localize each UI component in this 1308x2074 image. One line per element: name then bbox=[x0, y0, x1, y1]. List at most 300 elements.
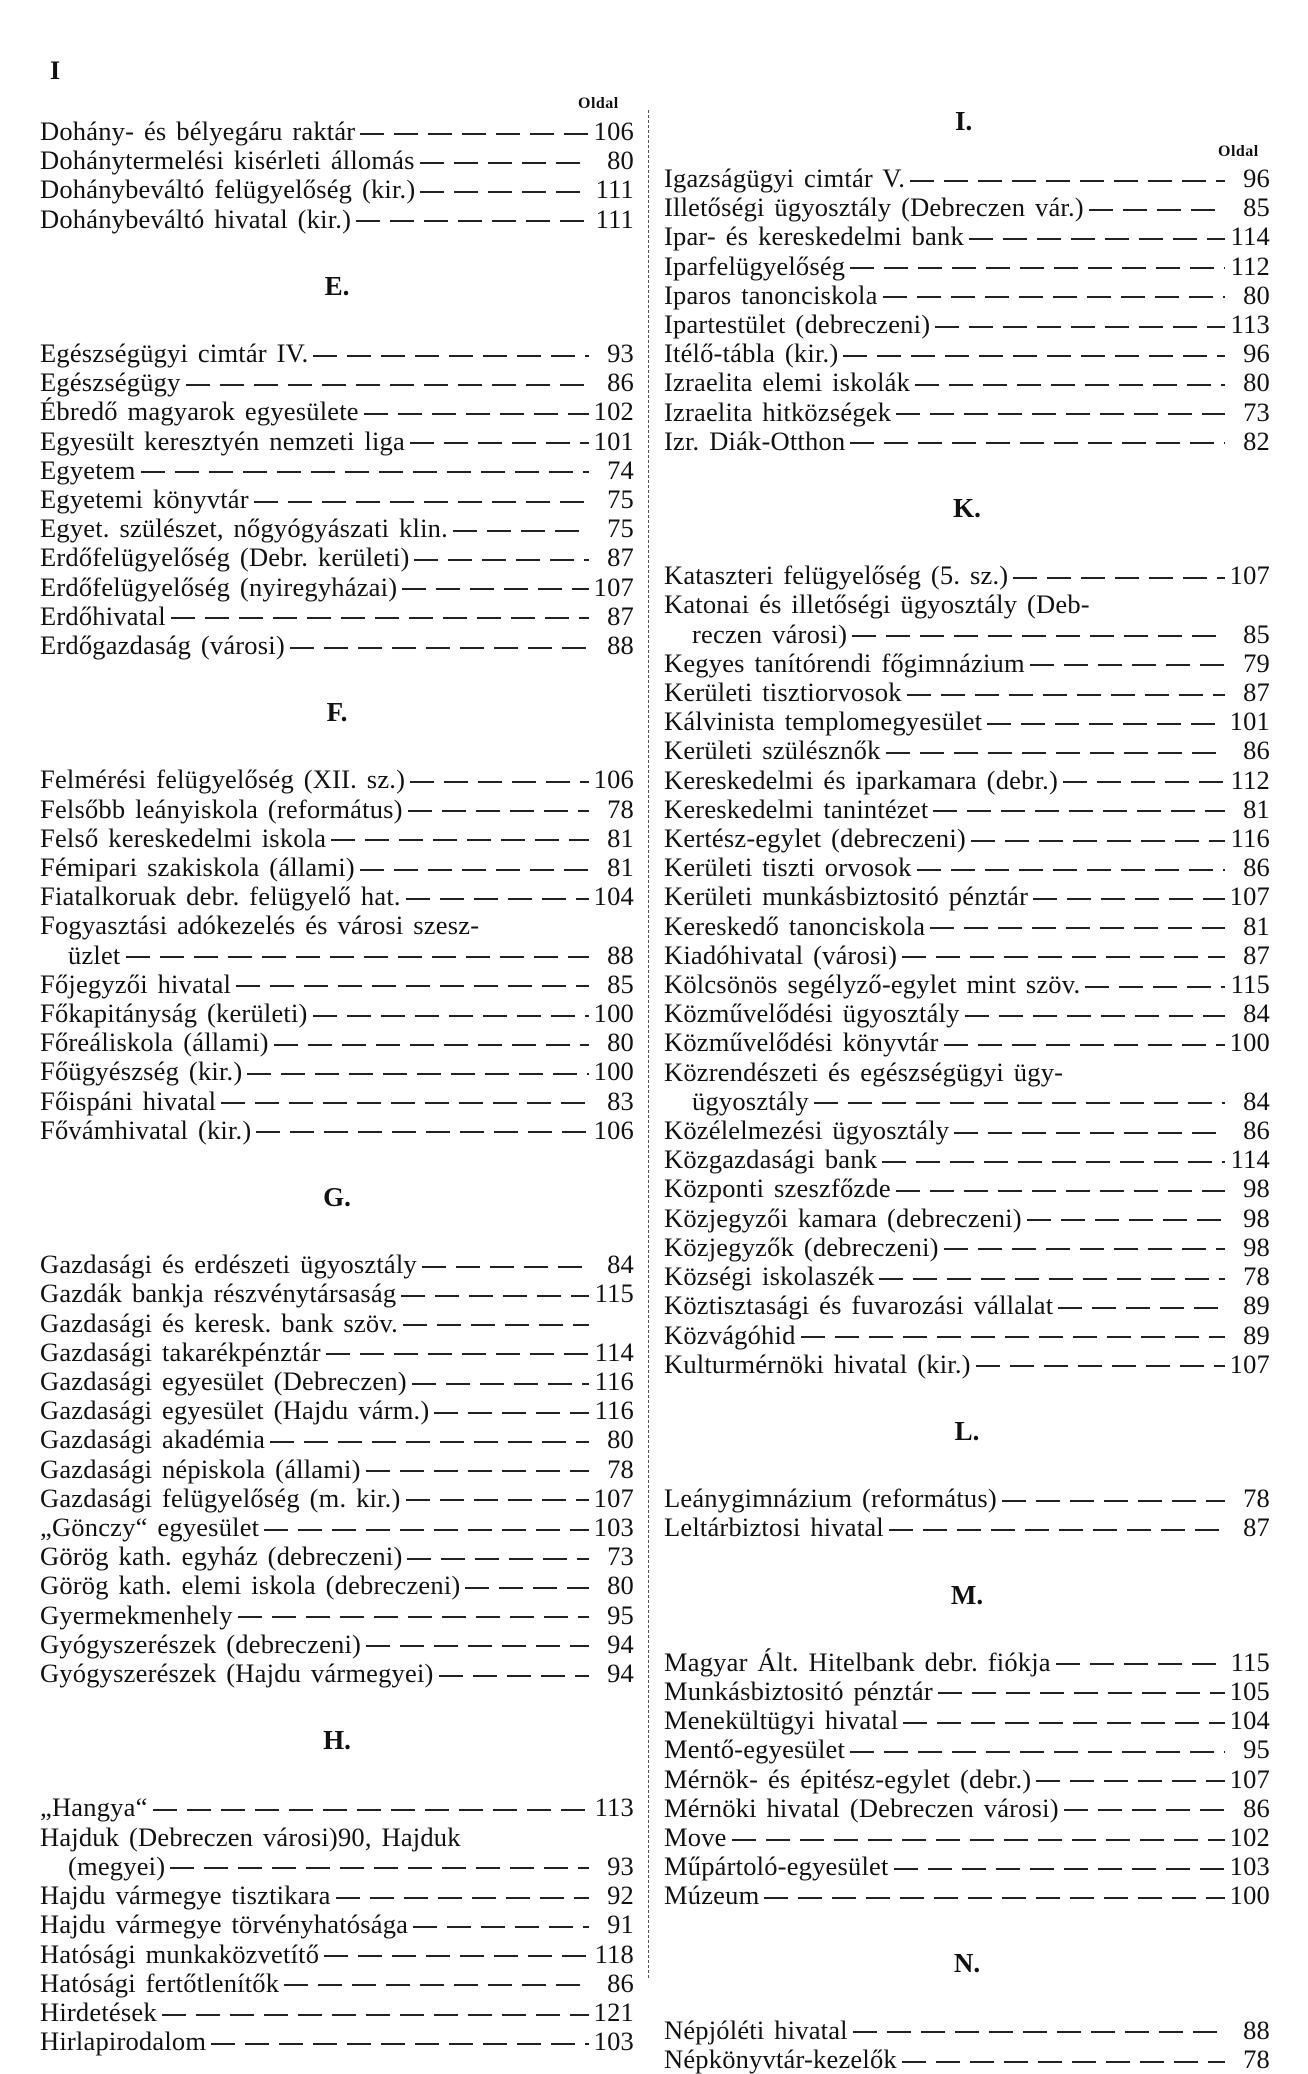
entry-page-number: 114 bbox=[594, 1336, 634, 1367]
entry-title: Közgazdasági bank bbox=[664, 1144, 878, 1175]
entry-title: Hajdu vármegye tisztikara bbox=[40, 1880, 331, 1911]
entry-page-number: 86 bbox=[1243, 852, 1270, 883]
dot-leader bbox=[313, 1015, 589, 1017]
index-entry bbox=[664, 649, 1270, 678]
entry-line bbox=[40, 1309, 634, 1338]
dot-leader bbox=[903, 1722, 1224, 1724]
entry-line bbox=[40, 1910, 634, 1939]
dot-leader bbox=[1089, 209, 1225, 211]
entry-line bbox=[664, 678, 1270, 707]
index-entry bbox=[40, 1087, 634, 1116]
index-entry bbox=[664, 310, 1270, 339]
entry-line bbox=[664, 427, 1270, 456]
dot-leader bbox=[1033, 898, 1224, 900]
entry-title: Hatósági fertőtlenítők bbox=[40, 1967, 280, 1998]
dot-leader bbox=[1027, 1219, 1225, 1221]
index-entry bbox=[40, 1367, 634, 1396]
dot-leader bbox=[1058, 1307, 1225, 1309]
dot-leader bbox=[274, 1044, 589, 1046]
dot-leader bbox=[814, 1102, 1225, 1104]
dot-leader bbox=[256, 1131, 588, 1133]
dot-leader bbox=[969, 238, 1225, 240]
entry-line bbox=[664, 1116, 1270, 1145]
entry-title: Központi szeszfőzde bbox=[664, 1173, 891, 1204]
entry-title: Leltárbiztosi hivatal bbox=[664, 1512, 884, 1543]
entry-line bbox=[40, 1969, 634, 1998]
index-entry bbox=[664, 941, 1270, 970]
entry-page-number: 107 bbox=[593, 1482, 634, 1513]
entry-title: Közművelődési könyvtár bbox=[664, 1027, 939, 1058]
entry-title: Gazdasági és erdészeti ügyosztály bbox=[40, 1249, 417, 1280]
entry-title: „Hangya“ bbox=[40, 1792, 148, 1823]
entry-title: Iparfelügyelőség bbox=[664, 250, 846, 281]
entry-title: Népjóléti hivatal bbox=[664, 2014, 848, 2045]
entry-page-number: 115 bbox=[594, 1278, 634, 1309]
index-entry bbox=[40, 1969, 634, 1998]
index-entry bbox=[664, 999, 1270, 1028]
dot-leader bbox=[211, 2043, 588, 2045]
index-entry bbox=[40, 1250, 634, 1279]
dot-leader bbox=[1064, 1809, 1225, 1811]
entry-page-number: 107 bbox=[1229, 1348, 1270, 1379]
entry-title: Katonai és illetőségi ügyosztály (Deb- bbox=[664, 589, 1090, 620]
entry-page-number: 78 bbox=[607, 1453, 634, 1484]
entry-page-number: 100 bbox=[593, 998, 634, 1029]
entry-line bbox=[40, 911, 634, 940]
index-entry bbox=[664, 1823, 1270, 1852]
index-entry bbox=[40, 1455, 634, 1484]
entry-page-number: 80 bbox=[607, 1570, 634, 1601]
index-entry bbox=[40, 1279, 634, 1308]
dot-leader bbox=[889, 1529, 1225, 1531]
entry-line bbox=[664, 1262, 1270, 1291]
entry-title: Gazdák bankja részvénytársaság bbox=[40, 1278, 397, 1309]
entry-title: Egészségügyi cimtár IV. bbox=[40, 338, 309, 368]
entry-page-number: 95 bbox=[607, 1599, 634, 1630]
dot-leader bbox=[364, 413, 589, 415]
dot-leader bbox=[141, 471, 589, 473]
entry-title: Népkönyvtár-kezelők bbox=[664, 2043, 897, 2074]
entry-title: Egészségügy bbox=[40, 367, 181, 398]
entry-page-number: 116 bbox=[1230, 823, 1270, 854]
entry-page-number: 111 bbox=[595, 174, 634, 205]
entry-line bbox=[664, 912, 1270, 941]
entry-page-number: 87 bbox=[1243, 1512, 1270, 1543]
index-entry bbox=[664, 736, 1270, 765]
entry-line bbox=[40, 1484, 634, 1513]
entry-line bbox=[40, 882, 634, 911]
index-entry bbox=[40, 795, 634, 824]
index-entry bbox=[40, 368, 634, 397]
entry-page-number: 98 bbox=[1243, 1202, 1270, 1233]
dot-leader bbox=[403, 1324, 589, 1326]
entry-page-number: 96 bbox=[1243, 163, 1270, 193]
entry-page-number: 88 bbox=[607, 939, 634, 970]
entry-page-number: 104 bbox=[593, 881, 634, 912]
entry-line bbox=[664, 620, 1270, 649]
index-entry bbox=[664, 1852, 1270, 1881]
entry-title: Kerületi szülésznők bbox=[664, 735, 881, 766]
index-entry bbox=[664, 2016, 1270, 2045]
entry-title: Kerületi tiszti orvosok bbox=[664, 852, 912, 883]
index-entry bbox=[40, 485, 634, 514]
entry-title: Erdőfelügyelőség (nyiregyházai) bbox=[40, 571, 398, 602]
dot-leader bbox=[1013, 577, 1224, 579]
entry-line bbox=[40, 602, 634, 631]
entry-line bbox=[40, 1940, 634, 1969]
entry-page-number: 87 bbox=[607, 600, 634, 631]
entry-line bbox=[664, 1058, 1270, 1087]
index-entry bbox=[40, 911, 634, 969]
entry-title: „Gönczy“ egyesület bbox=[40, 1512, 260, 1543]
entry-line bbox=[664, 1735, 1270, 1764]
entry-page-number: 93 bbox=[607, 338, 634, 368]
index-entry bbox=[664, 1648, 1270, 1677]
entry-page-number: 80 bbox=[607, 1027, 634, 1058]
section-heading: N. bbox=[953, 1947, 981, 1978]
index-entry bbox=[664, 1794, 1270, 1823]
dot-leader bbox=[406, 1499, 589, 1501]
entry-line bbox=[664, 1204, 1270, 1233]
entry-page-number: 92 bbox=[607, 1880, 634, 1911]
entry-title: Felsőbb leányiskola (református) bbox=[40, 793, 403, 824]
entry-title: Főjegyzői hivatal bbox=[40, 968, 232, 999]
dot-leader bbox=[902, 2061, 1225, 2063]
index-entry bbox=[664, 1145, 1270, 1174]
entry-line bbox=[40, 1542, 634, 1571]
dot-leader bbox=[883, 296, 1225, 298]
entry-line bbox=[664, 590, 1270, 619]
entry-title: Gyógyszerészek (debreczeni) bbox=[40, 1628, 362, 1659]
entry-title: Erdőhivatal bbox=[40, 600, 166, 631]
entry-title: Főreáliskola (állami) bbox=[40, 1027, 269, 1058]
entry-line bbox=[664, 2016, 1270, 2045]
index-entry bbox=[664, 1677, 1270, 1706]
entry-title: Köztisztasági és fuvarozási vállalat bbox=[664, 1290, 1054, 1321]
entry-title: Magyar Ált. Hitelbank debr. fiókja bbox=[664, 1646, 1051, 1677]
dot-leader bbox=[171, 617, 589, 619]
index-entry bbox=[664, 1881, 1270, 1910]
entry-line bbox=[40, 485, 634, 514]
entry-title: Közvágóhid bbox=[664, 1319, 796, 1350]
entry-title: Gazdasági népiskola (állami) bbox=[40, 1453, 361, 1484]
entry-line bbox=[664, 561, 1270, 590]
entry-title: Görög kath. elemi iskola (debreczeni) bbox=[40, 1570, 461, 1601]
entry-page-number: 85 bbox=[1243, 192, 1270, 223]
index-entry bbox=[664, 193, 1270, 222]
entry-page-number: 86 bbox=[1243, 735, 1270, 766]
entry-line bbox=[40, 1057, 634, 1086]
index-entry bbox=[664, 1484, 1270, 1513]
dot-leader bbox=[170, 1867, 589, 1869]
entry-page-number: 84 bbox=[1243, 998, 1270, 1029]
entry-line bbox=[664, 941, 1270, 970]
entry-line bbox=[40, 146, 634, 175]
dot-leader bbox=[915, 384, 1225, 386]
index-entry bbox=[664, 1116, 1270, 1145]
entry-line bbox=[664, 649, 1270, 678]
entry-title: Fémipari szakiskola (állami) bbox=[40, 852, 355, 883]
entry-page-number: 115 bbox=[1230, 1646, 1270, 1677]
entry-title: Erdőfelügyelőség (Debr. kerületi) bbox=[40, 542, 410, 573]
entry-page-number: 80 bbox=[607, 1424, 634, 1455]
entry-page-number: 107 bbox=[1229, 881, 1270, 912]
entry-title: Gazdasági és keresk. bank szöv. bbox=[40, 1307, 398, 1338]
entry-line bbox=[40, 205, 634, 234]
entry-page-number: 115 bbox=[1230, 969, 1270, 1000]
entry-line bbox=[664, 882, 1270, 911]
entry-page-number: 121 bbox=[593, 1996, 634, 2027]
index-entry bbox=[664, 398, 1270, 427]
entry-page-number: 86 bbox=[1243, 1792, 1270, 1823]
entry-title: Igazságügyi cimtár V. bbox=[664, 163, 906, 193]
index-entry bbox=[664, 1321, 1270, 1350]
dot-leader bbox=[1063, 781, 1225, 783]
entry-title: Illetőségi ügyosztály (Debreczen vár.) bbox=[664, 192, 1084, 223]
entry-line bbox=[40, 1998, 634, 2027]
dot-leader bbox=[284, 1984, 589, 1986]
dot-leader bbox=[764, 1897, 1224, 1899]
entry-line bbox=[40, 1513, 634, 1542]
entry-title: Izraelita hitközségek bbox=[664, 396, 892, 427]
entry-title: Izraelita elemi iskolák bbox=[664, 367, 911, 398]
index-entry bbox=[40, 602, 634, 631]
dot-leader bbox=[930, 927, 1225, 929]
dot-leader bbox=[254, 501, 589, 503]
entry-title: Erdőgazdaság (városi) bbox=[40, 630, 285, 661]
index-entry bbox=[664, 1291, 1270, 1320]
index-entry bbox=[40, 1881, 634, 1910]
dot-leader bbox=[907, 694, 1225, 696]
entry-line bbox=[40, 1367, 634, 1396]
index-entry bbox=[664, 427, 1270, 456]
entry-page-number: 114 bbox=[1230, 221, 1270, 252]
dot-leader bbox=[413, 1926, 589, 1928]
entry-page-number: 86 bbox=[607, 1967, 634, 1998]
dot-leader bbox=[465, 1587, 589, 1589]
entry-page-number: 101 bbox=[1229, 706, 1270, 737]
index-entry bbox=[664, 970, 1270, 999]
entry-page-number: 98 bbox=[1243, 1173, 1270, 1204]
entry-line bbox=[40, 1396, 634, 1425]
dot-leader bbox=[360, 869, 589, 871]
dot-leader bbox=[247, 1073, 588, 1075]
entry-page-number: 96 bbox=[1243, 338, 1270, 369]
entry-title: Kertész-egylet (debreczeni) bbox=[664, 823, 966, 854]
entry-title: Egyet. szülészet, nőgyógyászati klin. bbox=[40, 513, 448, 544]
entry-page-number: 105 bbox=[1229, 1675, 1270, 1706]
entry-line bbox=[664, 222, 1270, 251]
entry-title: Gazdasági takarékpénztár bbox=[40, 1336, 321, 1367]
index-entry bbox=[664, 368, 1270, 397]
entry-title: Egyesült keresztyén nemzeti liga bbox=[40, 425, 405, 456]
entry-title: Ébredő magyarok egyesülete bbox=[40, 396, 359, 427]
entry-page-number: 106 bbox=[593, 116, 634, 146]
index-entry bbox=[40, 1484, 634, 1513]
entry-title: Mentő-egyesület bbox=[664, 1734, 846, 1765]
index-entry bbox=[40, 339, 634, 368]
entry-line bbox=[40, 368, 634, 397]
index-entry bbox=[664, 2045, 1270, 2074]
index-entry bbox=[40, 1396, 634, 1425]
entry-line bbox=[664, 853, 1270, 882]
dot-leader bbox=[965, 1015, 1225, 1017]
entry-page-number: 88 bbox=[607, 630, 634, 661]
dot-leader bbox=[971, 840, 1225, 842]
dot-leader bbox=[850, 267, 1225, 269]
entry-title: Gazdasági egyesület (Debreczen) bbox=[40, 1366, 407, 1397]
dot-leader bbox=[270, 1441, 589, 1443]
index-entry bbox=[664, 164, 1270, 193]
index-entry bbox=[40, 1601, 634, 1630]
index-entry bbox=[40, 882, 634, 911]
index-entry bbox=[664, 1706, 1270, 1735]
entry-page-number: 107 bbox=[1229, 560, 1270, 591]
dot-leader bbox=[221, 1102, 589, 1104]
dot-leader bbox=[313, 355, 589, 357]
index-entry bbox=[40, 1057, 634, 1086]
entry-title: Itélő-tábla (kir.) bbox=[664, 338, 839, 369]
entry-page-number: 100 bbox=[593, 1056, 634, 1087]
dot-leader bbox=[853, 2031, 1225, 2033]
entry-line bbox=[664, 1823, 1270, 1852]
entry-page-number: 87 bbox=[1243, 939, 1270, 970]
index-entry bbox=[40, 1309, 634, 1338]
entry-line bbox=[664, 824, 1270, 853]
entry-line bbox=[40, 1852, 634, 1881]
index-entry bbox=[40, 853, 634, 882]
entry-line bbox=[664, 310, 1270, 339]
dot-leader bbox=[896, 1190, 1225, 1192]
entry-title: Move bbox=[664, 1821, 727, 1852]
entry-line bbox=[40, 1455, 634, 1484]
entry-line bbox=[664, 795, 1270, 824]
index-entry bbox=[664, 1765, 1270, 1794]
entry-page-number: 103 bbox=[1229, 1851, 1270, 1882]
entry-page-number: 75 bbox=[607, 513, 634, 544]
entry-page-number: 116 bbox=[594, 1395, 634, 1426]
index-entry bbox=[664, 853, 1270, 882]
entry-title: Hirlapirodalom bbox=[40, 2026, 207, 2057]
entry-line bbox=[40, 573, 634, 602]
entry-page-number: 116 bbox=[594, 1366, 634, 1397]
dot-leader bbox=[420, 191, 589, 193]
entry-page-number: 112 bbox=[1230, 250, 1270, 281]
entry-line bbox=[40, 514, 634, 543]
entry-title: Leánygimnázium (református) bbox=[664, 1483, 997, 1514]
dot-leader bbox=[896, 413, 1225, 415]
index-entry bbox=[664, 1513, 1270, 1542]
entry-page-number: 74 bbox=[607, 454, 634, 485]
entry-page-number: 78 bbox=[1243, 1261, 1270, 1292]
entry-page-number: 81 bbox=[1243, 910, 1270, 941]
entry-line bbox=[40, 1601, 634, 1630]
entry-title: Gazdasági egyesület (Hajdu várm.) bbox=[40, 1395, 430, 1426]
entry-page-number: 78 bbox=[1243, 1483, 1270, 1514]
entry-line bbox=[40, 1087, 634, 1116]
index-entry bbox=[664, 1233, 1270, 1262]
dot-leader bbox=[1085, 986, 1225, 988]
entry-page-number: 80 bbox=[1243, 367, 1270, 398]
entry-line bbox=[40, 765, 634, 794]
dot-leader bbox=[850, 442, 1225, 444]
index-entry bbox=[40, 1571, 634, 1600]
entry-page-number: 101 bbox=[593, 425, 634, 456]
entry-page-number: 93 bbox=[607, 1850, 634, 1881]
dot-leader bbox=[420, 162, 589, 164]
index-entry bbox=[664, 281, 1270, 310]
entry-title: Hajduk (Debreczen városi)90, Hajduk bbox=[40, 1821, 461, 1852]
index-entry bbox=[664, 678, 1270, 707]
entry-page-number: 107 bbox=[1229, 1763, 1270, 1794]
right-index-column bbox=[664, 164, 1270, 2074]
entry-line bbox=[664, 1174, 1270, 1203]
dot-leader bbox=[410, 781, 589, 783]
entry-line bbox=[40, 824, 634, 853]
entry-page-number: 83 bbox=[607, 1085, 634, 1116]
entry-page-number: 103 bbox=[593, 2026, 634, 2057]
entry-line bbox=[40, 427, 634, 456]
entry-line bbox=[664, 1321, 1270, 1350]
index-entry bbox=[40, 514, 634, 543]
dot-leader bbox=[422, 1266, 589, 1268]
dot-leader bbox=[407, 1558, 589, 1560]
entry-line bbox=[664, 736, 1270, 765]
entry-title-continuation: üzlet bbox=[68, 939, 121, 970]
entry-line bbox=[40, 1881, 634, 1910]
page-corner-mark: I bbox=[50, 56, 61, 85]
entry-title: Közjegyzők (debreczeni) bbox=[664, 1231, 939, 1262]
entry-title: Fővámhivatal (kir.) bbox=[40, 1114, 252, 1145]
section-heading: H. bbox=[323, 1725, 351, 1756]
dot-leader bbox=[162, 2014, 589, 2016]
entry-page-number: 91 bbox=[607, 1909, 634, 1940]
index-entry bbox=[40, 427, 634, 456]
dot-leader bbox=[238, 1616, 589, 1618]
entry-line bbox=[664, 999, 1270, 1028]
index-entry bbox=[40, 1998, 634, 2027]
entry-page-number: 104 bbox=[1229, 1705, 1270, 1736]
entry-title: Mérnöki hivatal (Debreczen városi) bbox=[664, 1792, 1059, 1823]
entry-line bbox=[664, 1881, 1270, 1910]
index-entry bbox=[40, 970, 634, 999]
entry-title: Felmérési felügyelőség (XII. sz.) bbox=[40, 764, 406, 795]
dot-leader bbox=[1056, 1663, 1225, 1665]
entry-page-number: 94 bbox=[607, 1658, 634, 1689]
section-heading: E. bbox=[324, 270, 350, 301]
entry-page-number: 106 bbox=[593, 764, 634, 795]
dot-leader bbox=[987, 723, 1224, 725]
entry-page-number: 100 bbox=[1229, 1027, 1270, 1058]
dot-leader bbox=[331, 839, 589, 841]
dot-leader bbox=[902, 956, 1225, 958]
entry-line bbox=[664, 1145, 1270, 1174]
index-entry bbox=[664, 912, 1270, 941]
entry-title: Izr. Diák-Otthon bbox=[664, 425, 846, 456]
dot-leader bbox=[360, 133, 588, 135]
index-entry bbox=[40, 205, 634, 234]
entry-line bbox=[664, 1087, 1270, 1116]
index-entry bbox=[40, 2027, 634, 2056]
entry-title: Kiadóhivatal (városi) bbox=[664, 939, 898, 970]
entry-page-number: 107 bbox=[593, 571, 634, 602]
entry-page-number: 78 bbox=[607, 793, 634, 824]
entry-page-number: 73 bbox=[607, 1541, 634, 1572]
dot-leader bbox=[402, 588, 588, 590]
entry-line bbox=[40, 543, 634, 572]
index-entry bbox=[40, 397, 634, 426]
entry-line bbox=[664, 1852, 1270, 1881]
